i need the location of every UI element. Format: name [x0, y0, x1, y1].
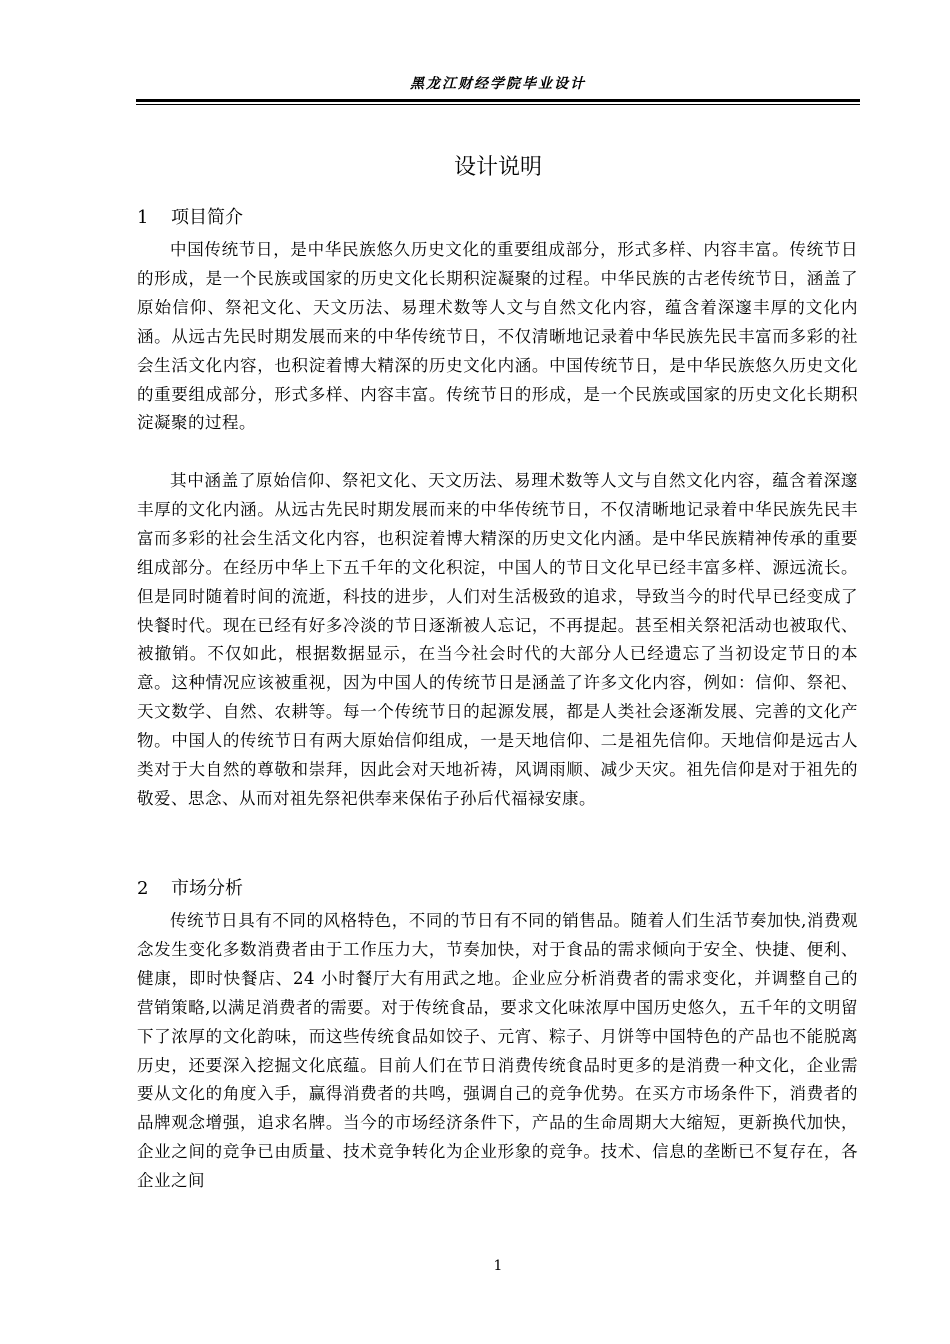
paragraph-intro-2: 其中涵盖了原始信仰、祭祀文化、天文历法、易理术数等人文与自然文化内容，蕴含着深邃丰厚的文化内涵。从远古先民时期发展而来的中华传统节日，不仅清晰地记录着中华民族先民丰富而多彩的社会生活文化内容，也积淀着博大精深的历史文化内涵。是中华民族精神传承的重要组成部分。在经历中华上下五千年的文化积淀，中国人的节日文化早已经丰富多样、源远流长。但是同时随着时间的流逝，科技的进步，人们对生活极致的追求，导致当今的时代早已经变成了快餐时代。现在已经有好多冷淡的节日逐渐被人忘记，不再提起。甚至相关祭祀活动也被取代、被撤销。不仅如此，根据数据显示，在当今社会时代的大部分人已经遗忘了当初设定节日的本意。这种情况应该被重视，因为中国人的传统节日是涵盖了许多文化内容，例如：信仰、祭祀、天文数学、自然、农耕等。每一个传统节日的起源发展，都是人类社会逐渐发展、完善的文化产物。中国人的传统节日有两大原始信仰组成，一是天地信仰、二是祖先信仰。天地信仰是远古人类对于大自然的尊敬和崇拜，因此会对天地祈祷，风调雨顺、减少天灾。祖先信仰是对于祖先的敬爱、思念、从而对祖先祭祀供奉来保佑子孙后代福禄安康。: [137, 471, 858, 808]
paragraph-intro-1: 中国传统节日，是中华民族悠久历史文化的重要组成部分，形式多样、内容丰富。传统节日的形成，是一个民族或国家的历史文化长期积淀凝聚的过程。中华民族的古老传统节日，涵盖了原始信仰、祭祀文化、天文历法、易理术数等人文与自然文化内容，蕴含着深邃丰厚的文化内涵。从远古先民时期发展而来的中华传统节日，不仅清晰地记录着中华民族先民丰富而多彩的社会生活文化内容，也积淀着博大精深的历史文化内涵。中国传统节日，是中华民族悠久历史文化的重要组成部分，形式多样、内容丰富。传统节日的形成，是一个民族或国家的历史文化长期积淀凝聚的过程。: [137, 240, 858, 433]
page-header: 黑龙江财经学院毕业设计: [410, 76, 586, 92]
section-title: 项目简介: [171, 207, 243, 228]
header-rule-thick: [136, 99, 860, 102]
section-title: 市场分析: [171, 878, 243, 899]
page-number: 1: [493, 1258, 503, 1274]
document-title: 设计说明: [453, 155, 542, 180]
section-number: 2: [137, 878, 149, 899]
section-number: 1: [137, 207, 149, 228]
header-rule-thin: [136, 104, 860, 105]
section-heading-project-intro: [137, 204, 243, 232]
paragraph-market-1: 传统节日具有不同的风格特色，不同的节日有不同的销售品。随着人们生活节奏加快,消费观念发生变化多数消费者由于工作压力大，节奏加快，对于食品的需求倾向于安全、快捷、便利、健康，即时快餐店、24 小时餐厅大有用武之地。企业应分析消费者的需求变化，并调整自己的营销策略,以满足消费者的需要。对于传统食品，要求文化味浓厚中国历史悠久，五千年的文明留下了浓厚的文化韵味，而这些传统食品如饺子、元宵、粽子、月饼等中国特色的产品也不能脱离历史，还要深入挖掘文化底蕴。目前人们在节日消费传统食品时更多的是消费一种文化，企业需要从文化的角度入手，赢得消费者的共鸣，强调自己的竞争优势。在买方市场条件下，消费者的品牌观念增强，追求名牌。当今的市场经济条件下，产品的生命周期大大缩短，更新换代加快，企业之间的竞争已由质量、技术竞争转化为企业形象的竞争。技术、信息的垄断已不复存在，各企业之间: [137, 911, 858, 1191]
section-heading-market-analysis: [137, 875, 243, 903]
